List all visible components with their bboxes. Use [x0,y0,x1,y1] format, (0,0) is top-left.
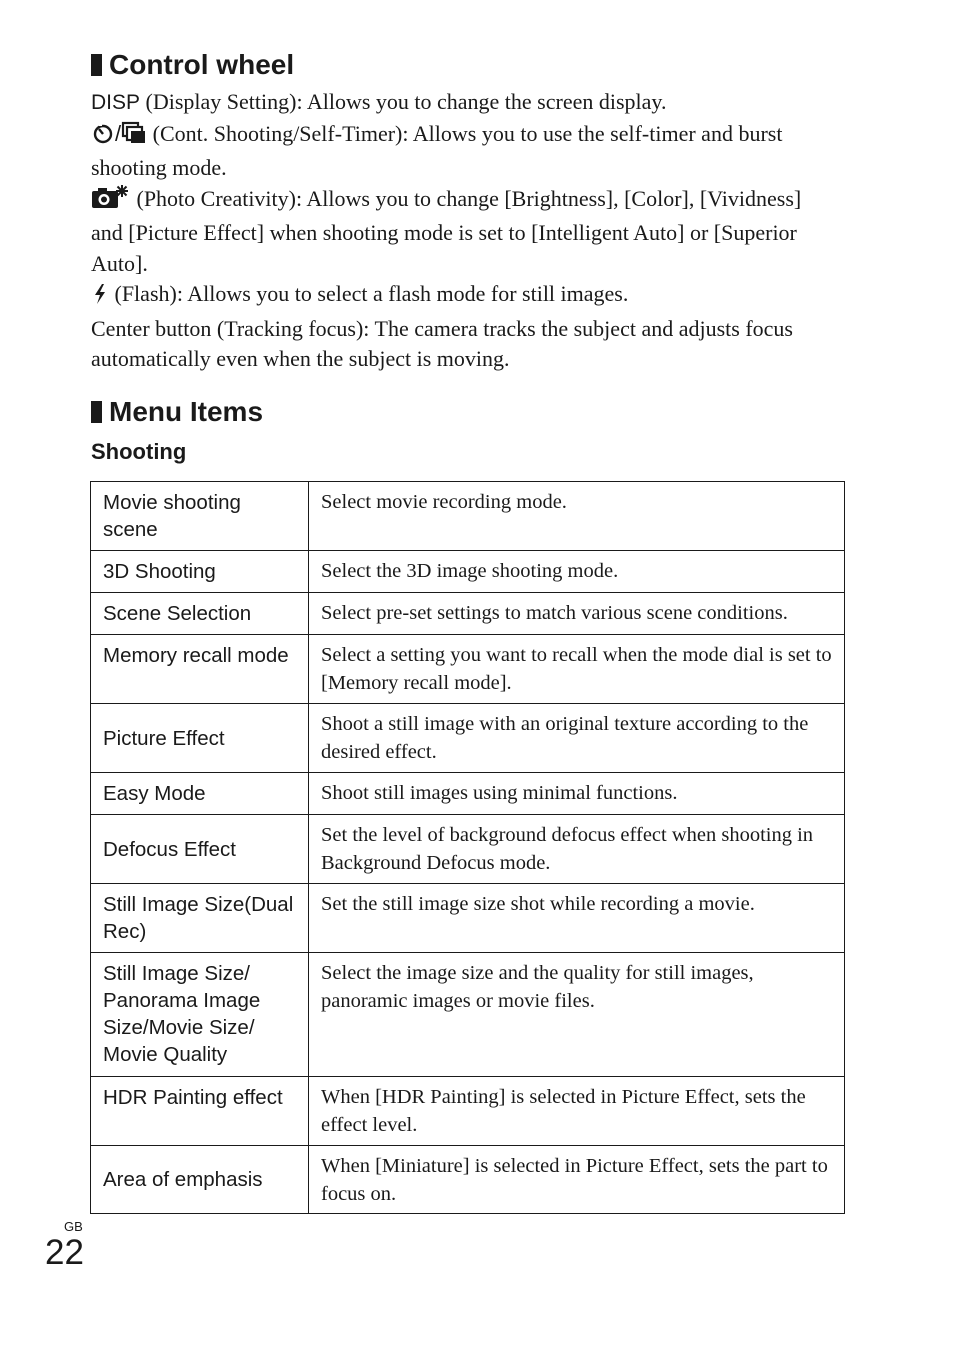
table-row [91,773,845,815]
menu-item-name: Defocus Effect [91,815,309,884]
menu-item-description: Select the image size and the quality for still images, panoramic images or movie files. [309,953,845,1077]
menu-item-description: Shoot a still image with an original texture according to the desired effect. [309,704,845,773]
menu-item-description: Set the level of background defocus effect when shooting in Background Defocus mode. [309,815,845,884]
flash-icon [91,283,109,314]
table-row [91,482,845,551]
menu-items-heading [91,396,263,428]
self-timer-icon [91,121,115,154]
menu-item-description: Select pre-set settings to match various scene conditions. [309,593,845,635]
control-wheel-heading-text: Control wheel [109,49,295,80]
menu-item-name: Picture Effect [91,704,309,773]
creativity-line [91,184,811,280]
section-marker-icon [91,54,102,76]
menu-item-name: HDR Painting effect [91,1077,309,1146]
menu-item-name: Scene Selection [91,593,309,635]
menu-item-name: 3D Shooting [91,551,309,593]
photo-creativity-icon [91,184,131,219]
creativity-text: (Photo Creativity): Allows you to change [Brightness], [Color], [Vividness] and [Picture Effect] when shooting mode is set to [Intelligent Auto] or [Superior Auto]. [91,185,802,276]
menu-item-description: Set the still image size shot while recording a movie. [309,884,845,953]
menu-item-description: When [Miniature] is selected in Picture Effect, sets the part to focus on. [309,1146,845,1214]
table-row [91,953,845,1077]
menu-item-name: Easy Mode [91,773,309,815]
table-row [91,815,845,884]
flash-text: (Flash): Allows you to select a flash mode for still images. [109,281,629,306]
center-button-line: Center button (Tracking focus): The camera tracks the subject and adjusts focus automatically even when the subject is moving. [91,315,793,371]
table-row [91,593,845,635]
flash-line [91,279,811,314]
disp-line [91,87,811,119]
table-row [91,635,845,704]
drive-text: (Cont. Shooting/Self-Timer): Allows you to use the self-timer and burst shooting mode. [91,120,783,180]
disp-key: DISP [91,91,141,114]
table-row [91,551,845,593]
menu-item-name: Memory recall mode [91,635,309,704]
table-row [91,884,845,953]
menu-item-description: Shoot still images using minimal functions. [309,773,845,815]
menu-item-name: Still Image Size/ Panorama Image Size/Movie Size/ Movie Quality [91,953,309,1077]
control-wheel-description [91,87,811,375]
menu-item-description: Select the 3D image shooting mode. [309,551,845,593]
section-marker-icon [91,401,102,423]
menu-item-name: Movie shooting scene [91,482,309,551]
table-row [91,1077,845,1146]
control-wheel-heading [91,49,294,81]
menu-item-name: Area of emphasis [91,1146,309,1214]
shooting-subheading: Shooting [91,439,187,464]
menu-item-name: Still Image Size(Dual Rec) [91,884,309,953]
table-row [91,1146,845,1214]
drive-line [91,119,811,184]
burst-shooting-icon [121,121,147,154]
page-number: 22 [45,1233,84,1272]
table-row [91,704,845,773]
disp-text: (Display Setting): Allows you to change the screen display. [140,89,667,114]
shooting-menu-table [90,481,845,1214]
page-region-label: GB [64,1219,83,1234]
menu-items-heading-text: Menu Items [109,396,264,427]
menu-item-description: Select a setting you want to recall when the mode dial is set to [Memory recall mode]. [309,635,845,704]
drive-separator: / [115,120,122,146]
menu-item-description: When [HDR Painting] is selected in Picture Effect, sets the effect level. [309,1077,845,1146]
menu-item-description: Select movie recording mode. [309,482,845,551]
